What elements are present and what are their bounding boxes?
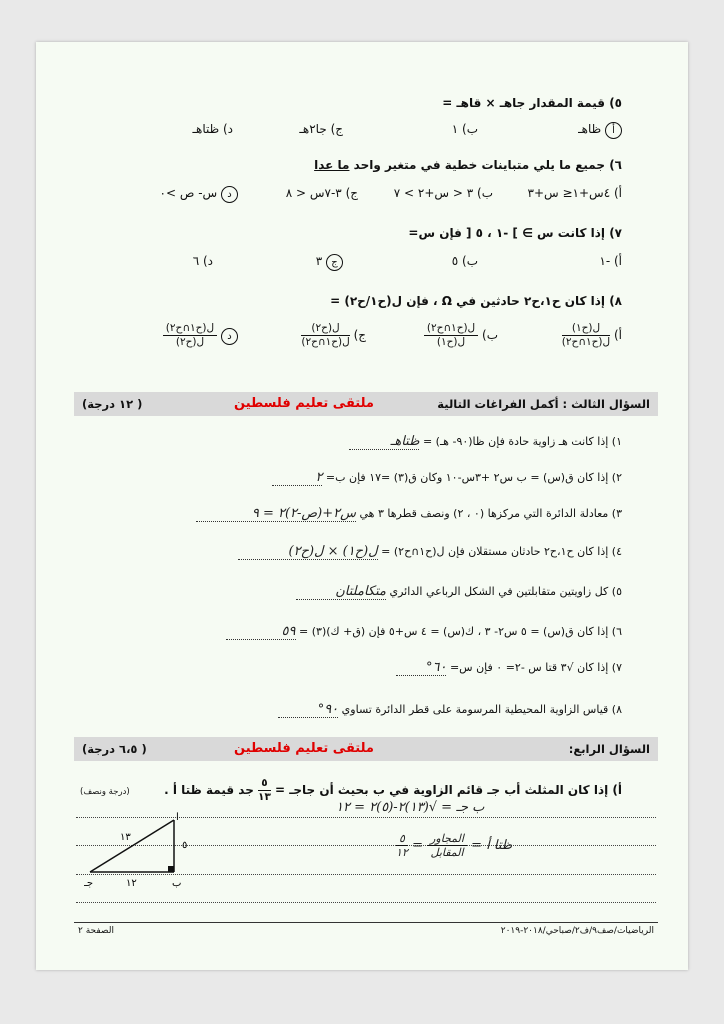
mcq-5-option-c[interactable]: ج) جا٢هـ bbox=[299, 122, 343, 136]
answer-circle-icon: د bbox=[221, 328, 238, 345]
vertex-c: جـ bbox=[84, 878, 94, 889]
answer-circle-icon: د bbox=[221, 186, 238, 203]
section-3-marks: ( ١٢ درجة) bbox=[82, 397, 143, 411]
mcq-6-option-a[interactable]: أ) ٤س+١≤ س+٣ bbox=[527, 186, 622, 200]
hypotenuse-line bbox=[90, 820, 174, 872]
fill-5-answer[interactable]: متكاملتان bbox=[296, 584, 386, 600]
mcq-6-option-d[interactable]: د س- ص >٠ bbox=[160, 186, 238, 203]
mcq-7-option-b[interactable]: ب) ٥ bbox=[451, 254, 478, 268]
mcq-8-option-c[interactable]: ج) $\frac{\text{ل(ح٢)}}{\text{ل(ح١∩ح٢)}}$ bbox=[301, 322, 366, 348]
q4a-text: أ) إذا كان المثلث أب جـ قائم الزاوية في ب بحيث أن جاجـ = $\frac{٥}{١٣}$ جد قيمة ظتا أ . bbox=[164, 777, 622, 803]
fill-1-answer[interactable]: ظتاهـ bbox=[349, 434, 419, 450]
mcq-5-option-d[interactable]: د) ظتاهـ bbox=[192, 122, 233, 136]
fill-1: ١) إذا كانت هـ زاوية حادة فإن ظا(٩٠- هـ) = ظتاهـ bbox=[349, 434, 622, 450]
mcq-5-number: ٥) bbox=[609, 96, 622, 110]
q4a-work-line-1: ب جـ = √(١٣)٢-(٥)٢ = ١٢ bbox=[336, 800, 485, 815]
fill-7: ٧) إذا كان √٣ قتا س -٢= ٠ فإن س= ٦٠° bbox=[396, 660, 622, 676]
base-label: ١٢ bbox=[126, 878, 137, 889]
page-footer bbox=[74, 922, 658, 936]
brand-label: ملتقى تعليم فلسطين bbox=[234, 396, 374, 411]
fill-3: ٣) معادلة الدائرة التي مركزها (٠ ، ٢) ونصف قطرها ٣ هي س٢+(ص-٢)٢ = ٩ bbox=[196, 506, 622, 522]
fill-6-answer[interactable]: ٥٩ bbox=[226, 624, 296, 640]
triangle-diagram bbox=[84, 812, 224, 892]
section-4-header bbox=[74, 737, 658, 761]
fill-2: ٢) إذا كان ق(س) = ب س٢ +٣س-١٠ وكان ق(٣) =١٧ فإن ب= ٢ bbox=[272, 470, 622, 486]
mcq-7-option-c[interactable]: ج ٣ bbox=[316, 254, 343, 271]
right-angle-icon bbox=[168, 866, 174, 872]
q4a-sub-marks: (درجة ونصف) bbox=[80, 787, 130, 797]
answer-circle-icon: أ bbox=[605, 122, 622, 139]
fill-5: ٥) كل زاويتين متقابلتين في الشكل الرباعي الدائري متكاملتان bbox=[296, 584, 622, 600]
page-number: الصفحة ٢ bbox=[78, 926, 114, 936]
side-label: ٥ bbox=[182, 840, 188, 851]
mcq-5-option-a[interactable]: أ ظاهـ bbox=[578, 122, 622, 139]
mcq-6-option-c[interactable]: ج) ٣-٧س < ٨ bbox=[285, 186, 358, 200]
mcq-7-option-d[interactable]: د) ٦ bbox=[192, 254, 213, 268]
mcq-6-question: ٦) جميع ما يلي متباينات خطية في متغير واحد ما عدا bbox=[314, 158, 622, 172]
mcq-5-option-b[interactable]: ب) ١ bbox=[451, 122, 478, 136]
fill-6: ٦) إذا كان ق(س) = ٥ س٢- ٣ ، ك(س) = ٤ س+٥ فإن (ق+ ك)(٣) = ٥٩ bbox=[226, 624, 622, 640]
section-4-marks: ( ٦،٥ درجة) bbox=[82, 742, 147, 756]
mcq-5-text: قيمة المقدار جاهـ × قاهـ = bbox=[442, 96, 605, 110]
section-4-title: السؤال الرابع: bbox=[568, 742, 650, 756]
q4a-work-line-2: ظتا أ = $\frac{\text{المجاور}}{\text{المقابل}}$ = $\frac{٥}{١٢}$ bbox=[396, 832, 513, 859]
brand-label: ملتقى تعليم فلسطين bbox=[234, 741, 374, 756]
mcq-8-option-d[interactable]: د $\frac{\text{ل(ح١∩ح٢)}}{\text{ل(ح٢)}}$ bbox=[163, 322, 238, 349]
fill-7-answer[interactable]: ٦٠° bbox=[396, 660, 446, 676]
vertex-a: أ bbox=[176, 812, 179, 823]
fill-8-answer[interactable]: ٩٠° bbox=[278, 702, 338, 718]
course-code: الرياضيات/صف٩/ف٢/صباحي/٢٠١٨-٢٠١٩ bbox=[500, 926, 654, 936]
vertex-b: ب bbox=[172, 878, 182, 889]
fill-2-answer[interactable]: ٢ bbox=[272, 470, 322, 486]
mcq-8-question: ٨) إذا كان ح١،ح٢ حادثين في Ω ، فإن ل(ح١/ح٢) = bbox=[330, 294, 622, 308]
mcq-7-option-a[interactable]: أ) -١ bbox=[599, 254, 622, 268]
mcq-5-question bbox=[442, 96, 622, 110]
fill-3-answer[interactable]: س٢+(ص-٢)٢ = ٩ bbox=[196, 506, 356, 522]
except-underline: ما عدا bbox=[314, 158, 350, 172]
mcq-8-option-a[interactable]: أ) $\frac{\text{ل(ح١)}}{\text{ل(ح١∩ح٢)}}$ bbox=[561, 322, 622, 348]
mcq-8-option-b[interactable]: ب) $\frac{\text{ل(ح١∩ح٢)}}{\text{ل(ح١)}}$ bbox=[424, 322, 498, 349]
section-3-header bbox=[74, 392, 658, 416]
fill-4: ٤) إذا كان ح١،ح٢ حادثان مستقلان فإن ل(ح١∩ح٢) = ل(ح١) × ل(ح٢) bbox=[238, 544, 622, 560]
fill-8: ٨) قياس الزاوية المحيطية المرسومة على قطر الدائرة تساوي ٩٠° bbox=[278, 702, 622, 718]
fill-4-answer[interactable]: ل(ح١) × ل(ح٢) bbox=[238, 544, 378, 560]
mcq-6-option-b[interactable]: ب) ٣ < س+٢ > ٧ bbox=[393, 186, 493, 200]
hyp-label: ١٣ bbox=[120, 832, 131, 843]
mcq-7-question: ٧) إذا كانت س ∋ ] -١ ، ٥ [ فإن س= bbox=[408, 226, 622, 240]
exam-page bbox=[36, 42, 688, 970]
answer-line-4 bbox=[76, 902, 656, 903]
answer-circle-icon: ج bbox=[326, 254, 343, 271]
section-3-title: السؤال الثالث : أكمل الفراغات التالية bbox=[437, 397, 650, 411]
